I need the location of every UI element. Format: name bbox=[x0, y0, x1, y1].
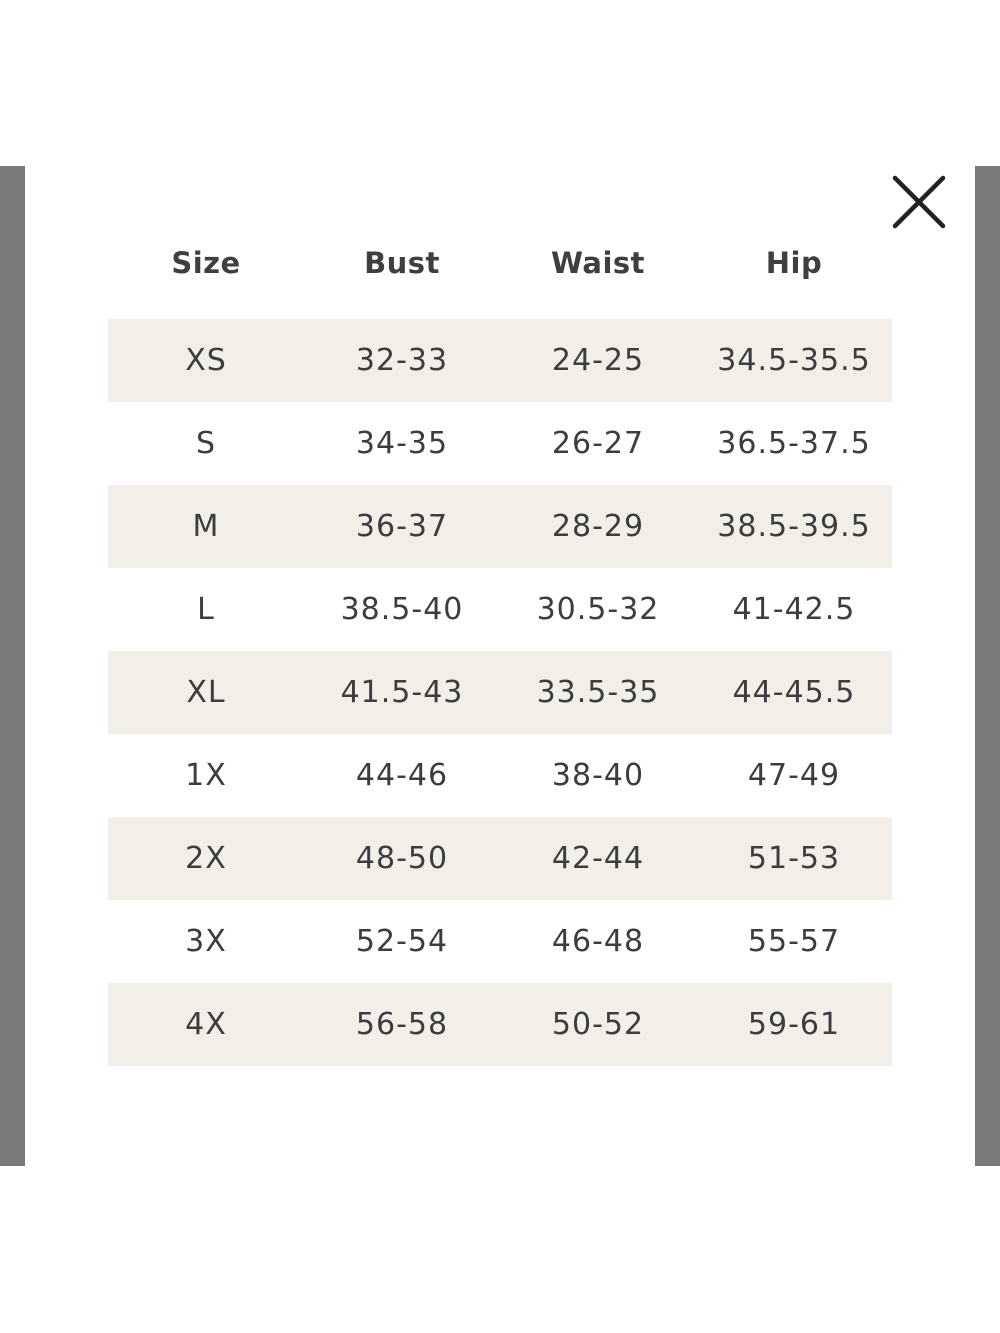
cell-bust: 34-35 bbox=[355, 426, 449, 461]
close-icon bbox=[887, 170, 951, 234]
cell-hip: 44-45.5 bbox=[732, 675, 856, 710]
cell-waist: 30.5-32 bbox=[536, 592, 660, 627]
table-row bbox=[108, 900, 892, 983]
table-body bbox=[108, 319, 892, 1066]
cell-bust: 38.5-40 bbox=[340, 592, 464, 627]
cell-hip: 47-49 bbox=[747, 758, 841, 793]
cell-waist: 42-44 bbox=[551, 841, 645, 876]
cell-hip: 38.5-39.5 bbox=[717, 509, 871, 544]
cell-waist: 46-48 bbox=[551, 924, 645, 959]
cell-hip: 55-57 bbox=[747, 924, 841, 959]
size-chart-table bbox=[108, 222, 892, 1066]
cell-size: 1X bbox=[185, 758, 227, 793]
cell-bust: 44-46 bbox=[355, 758, 449, 793]
cell-waist: 24-25 bbox=[551, 343, 645, 378]
cell-bust: 52-54 bbox=[355, 924, 449, 959]
cell-size: XL bbox=[186, 675, 226, 710]
cell-hip: 41-42.5 bbox=[732, 592, 856, 627]
cell-bust: 32-33 bbox=[355, 343, 449, 378]
table-row bbox=[108, 319, 892, 402]
cell-size: 4X bbox=[185, 1007, 227, 1042]
cell-size: 3X bbox=[185, 924, 227, 959]
cell-waist: 33.5-35 bbox=[536, 675, 660, 710]
close-button[interactable] bbox=[887, 170, 951, 234]
cell-hip: 34.5-35.5 bbox=[717, 343, 871, 378]
table-header-row bbox=[108, 222, 892, 304]
table-row bbox=[108, 485, 892, 568]
cell-waist: 28-29 bbox=[551, 509, 645, 544]
cell-bust: 36-37 bbox=[355, 509, 449, 544]
cell-waist: 26-27 bbox=[551, 426, 645, 461]
modal-backdrop-right[interactable] bbox=[975, 166, 1000, 1166]
cell-size: XS bbox=[185, 343, 227, 378]
cell-hip: 36.5-37.5 bbox=[717, 426, 871, 461]
table-row bbox=[108, 817, 892, 900]
cell-waist: 50-52 bbox=[551, 1007, 645, 1042]
table-row bbox=[108, 402, 892, 485]
cell-waist: 38-40 bbox=[551, 758, 645, 793]
cell-size: M bbox=[192, 509, 220, 544]
table-row bbox=[108, 651, 892, 734]
table-row bbox=[108, 568, 892, 651]
cell-bust: 41.5-43 bbox=[340, 675, 464, 710]
table-row bbox=[108, 734, 892, 817]
cell-bust: 48-50 bbox=[355, 841, 449, 876]
header-size: Size bbox=[171, 246, 241, 280]
modal-backdrop-left[interactable] bbox=[0, 166, 25, 1166]
cell-bust: 56-58 bbox=[355, 1007, 449, 1042]
table-row bbox=[108, 983, 892, 1066]
cell-hip: 51-53 bbox=[747, 841, 841, 876]
cell-hip: 59-61 bbox=[747, 1007, 841, 1042]
header-hip: Hip bbox=[765, 246, 823, 280]
header-bust: Bust bbox=[364, 246, 440, 280]
cell-size: S bbox=[195, 426, 217, 461]
header-waist: Waist bbox=[550, 246, 646, 280]
cell-size: L bbox=[197, 592, 215, 627]
cell-size: 2X bbox=[185, 841, 227, 876]
